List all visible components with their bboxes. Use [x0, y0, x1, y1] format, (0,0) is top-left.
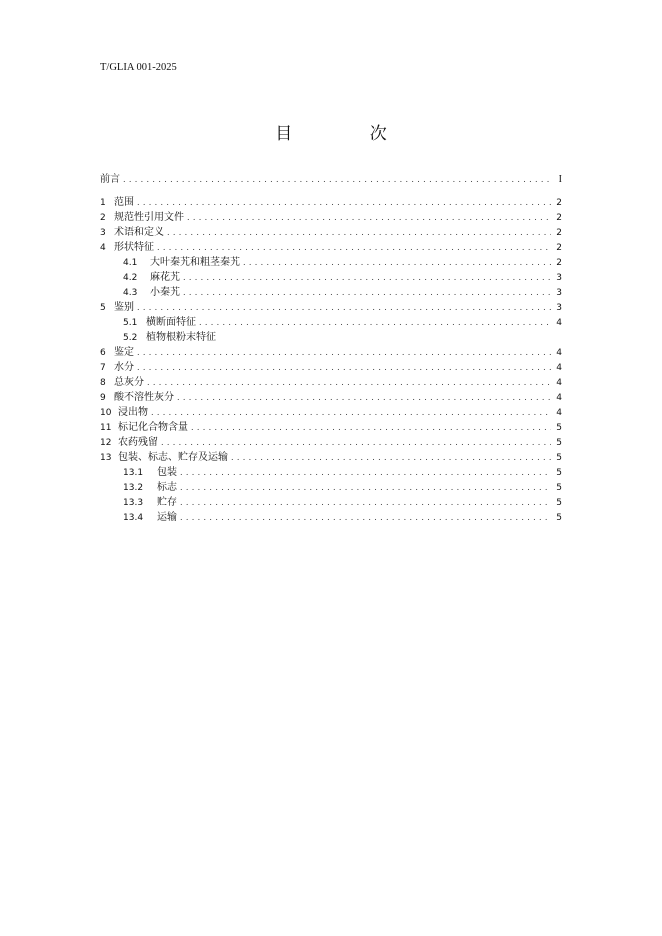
dot-leader: [231, 450, 551, 465]
toc-entry[interactable]: [100, 420, 562, 435]
dot-leader: [177, 390, 551, 405]
toc-entry[interactable]: [100, 345, 562, 360]
toc-entry-page: 2: [556, 228, 562, 238]
toc-entry-page: 4: [556, 378, 562, 388]
dot-leader: [180, 480, 551, 495]
toc-entry-number: 9: [100, 393, 106, 403]
toc-entry-page: 4: [556, 348, 562, 358]
toc-subentry[interactable]: [100, 255, 562, 270]
toc-entry-label: 包装、标志、贮存及运输: [118, 452, 228, 463]
toc-entry-foreword[interactable]: [100, 172, 562, 187]
document-id: T/GLIA 001-2025: [100, 62, 177, 73]
toc-entry-label: 规范性引用文件: [114, 212, 184, 223]
toc-entry-number: 8: [100, 378, 106, 388]
toc-entry-number: 13.4: [123, 513, 144, 523]
toc-entry-number: 2: [100, 213, 106, 223]
toc-entry-page: 4: [556, 393, 562, 403]
toc-entry-number: 5: [100, 303, 106, 313]
dot-leader: [137, 195, 551, 210]
toc-entry-number: 3: [100, 228, 106, 238]
toc-entry-number: 7: [100, 363, 106, 373]
toc-entry-number: 13: [100, 453, 112, 463]
toc-entry[interactable]: [100, 225, 562, 240]
toc-entry-label: 水分: [114, 362, 134, 373]
toc-entry-page: 5: [556, 498, 562, 508]
toc-entry-label: 小秦艽: [150, 287, 180, 298]
toc-entry-page: 5: [556, 438, 562, 448]
dot-leader: [243, 255, 551, 270]
toc-entry-label: 术语和定义: [114, 227, 164, 238]
toc-entry-number: 4.2: [123, 273, 138, 283]
toc-entry-label: 麻花艽: [150, 272, 180, 283]
toc-entry-page: 3: [556, 273, 562, 283]
toc-entry-number: 4.1: [123, 258, 138, 268]
toc-entry[interactable]: [100, 300, 562, 315]
dot-leader: [151, 405, 551, 420]
toc-subentry[interactable]: [100, 465, 562, 480]
toc-entry-label: 包装: [157, 467, 177, 478]
toc-subentry[interactable]: [100, 480, 562, 495]
toc-entry-page: 2: [556, 213, 562, 223]
dot-leader: [137, 300, 551, 315]
toc-entry-number: 5.2: [123, 333, 138, 343]
toc-entry[interactable]: [100, 405, 562, 420]
dot-leader: [137, 360, 551, 375]
toc-entry-page: I: [558, 174, 562, 185]
toc-entry-page: 5: [556, 483, 562, 493]
toc-entry-label: 鉴定: [114, 347, 134, 358]
toc-entry-number: 11: [100, 423, 112, 433]
toc-entry-page: 3: [556, 288, 562, 298]
dot-leader: [123, 172, 551, 187]
toc-entry-number: 6: [100, 348, 106, 358]
dot-leader: [180, 510, 551, 525]
toc-entry-number: 13.1: [123, 468, 144, 478]
toc-entry-number: 13.3: [123, 498, 144, 508]
toc-subentry[interactable]: [100, 315, 562, 330]
dot-leader: [167, 225, 551, 240]
dot-leader: [161, 435, 551, 450]
toc-entry-label: 酸不溶性灰分: [114, 392, 174, 403]
toc-entry-number: 4.3: [123, 288, 138, 298]
toc-entry-number: 12: [100, 438, 112, 448]
toc-subentry[interactable]: [100, 510, 562, 525]
toc-entry-number: 5.1: [123, 318, 138, 328]
toc-entry-page: 2: [556, 198, 562, 208]
dot-leader: [147, 375, 551, 390]
toc-entry-page: 4: [556, 408, 562, 418]
dot-leader: [187, 210, 551, 225]
toc-entry-label: 横断面特征: [146, 317, 196, 328]
toc-entry[interactable]: [100, 375, 562, 390]
toc-entry-label: 浸出物: [118, 407, 148, 418]
toc-entry[interactable]: [100, 390, 562, 405]
toc-subentry[interactable]: [100, 330, 562, 345]
toc-entry-label: 运输: [157, 512, 177, 523]
toc-entry[interactable]: [100, 195, 562, 210]
toc-entry-label: 农药残留: [118, 437, 158, 448]
toc-entry-page: 5: [556, 423, 562, 433]
toc-entry-label: 前言: [100, 174, 120, 185]
toc-entry[interactable]: [100, 360, 562, 375]
toc-entry-page: 4: [556, 318, 562, 328]
toc-entry-label: 形状特征: [114, 242, 154, 253]
table-of-contents: [100, 172, 562, 525]
dot-leader: [180, 465, 551, 480]
toc-subentry[interactable]: [100, 495, 562, 510]
toc-subentry[interactable]: [100, 285, 562, 300]
toc-entry-label: 标志: [157, 482, 177, 493]
toc-entry-label: 鉴别: [114, 302, 134, 313]
toc-entry-page: 5: [556, 513, 562, 523]
toc-entry[interactable]: [100, 240, 562, 255]
toc-entry-number: 4: [100, 243, 106, 253]
toc-entry[interactable]: [100, 210, 562, 225]
toc-entry-label: 贮存: [157, 497, 177, 508]
toc-entry-page: 4: [556, 363, 562, 373]
toc-entry-label: 总灰分: [114, 377, 144, 388]
toc-entry-number: 10: [100, 408, 112, 418]
toc-entry-number: 1: [100, 198, 106, 208]
page-title: 目 次: [275, 124, 423, 144]
dot-leader: [180, 495, 551, 510]
toc-entry-page: 5: [556, 453, 562, 463]
toc-entry-page: 5: [556, 468, 562, 478]
dot-leader: [183, 270, 551, 285]
toc-entry-page: 2: [556, 243, 562, 253]
toc-entry-number: 13.2: [123, 483, 144, 493]
toc-entry-page: 2: [556, 258, 562, 268]
dot-leader: [157, 240, 551, 255]
dot-leader: [191, 420, 551, 435]
toc-entry-label: 植物根粉末特征: [146, 332, 216, 343]
toc-entry[interactable]: [100, 435, 562, 450]
dot-leader: [199, 315, 551, 330]
toc-entry-label: 范围: [114, 197, 134, 208]
toc-entry-page: 3: [556, 303, 562, 313]
toc-entry[interactable]: [100, 450, 562, 465]
toc-subentry[interactable]: [100, 270, 562, 285]
dot-leader: [137, 345, 551, 360]
toc-entry-label: 标记化合物含量: [118, 422, 188, 433]
toc-entry-label: 大叶秦艽和粗茎秦艽: [150, 257, 240, 268]
dot-leader: [183, 285, 551, 300]
